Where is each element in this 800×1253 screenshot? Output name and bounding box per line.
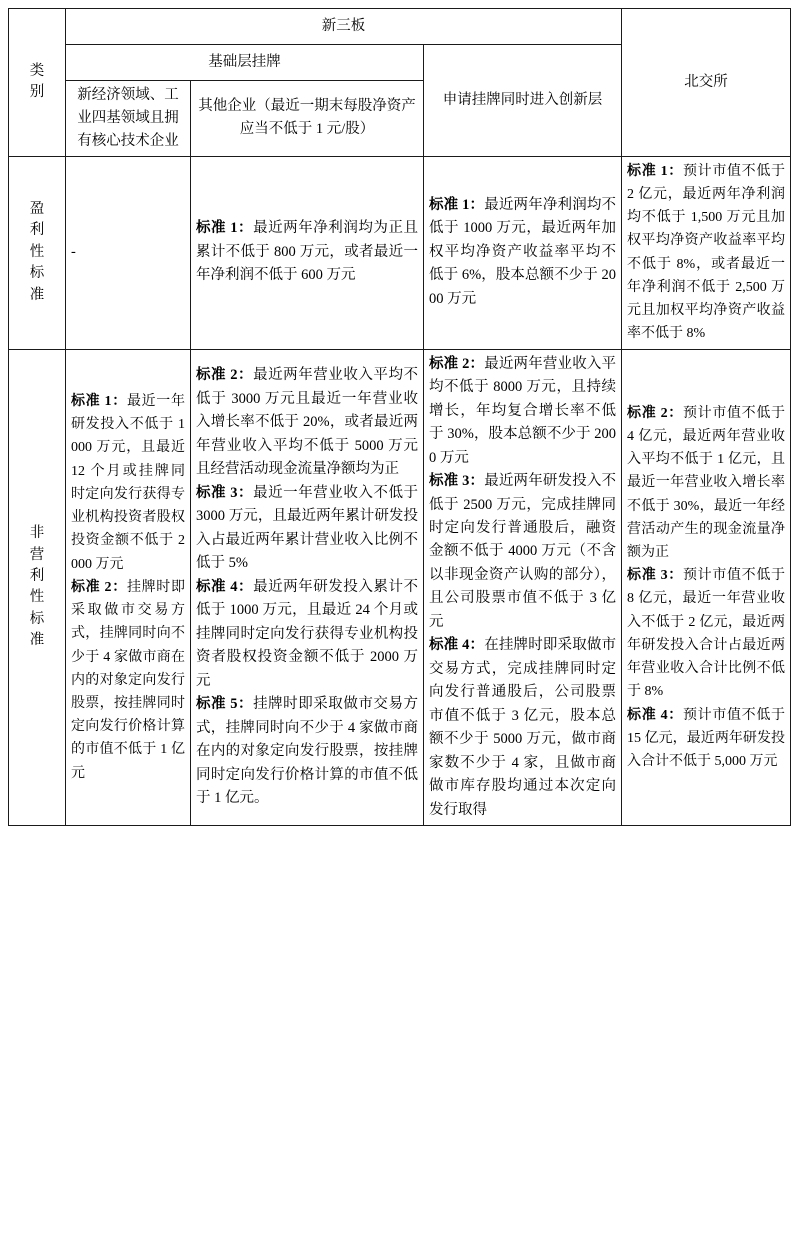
row-label-char-5: 标	[29, 610, 45, 627]
criterion-text: 最近两年研发投入不低于 2500 万元，完成挂牌同时定向发行普通股后，融资金额不低于 4000 万元（不含以非现金资产认购的部分），且公司股票市值不低于 3 亿元	[429, 473, 617, 630]
header-col-bse: 北交所	[622, 9, 791, 157]
criterion-text: 预计市值不低于 2 亿元，最近两年净利润均不低于 1,500 万元且加权平均净资产收益率平均不低于 8%，或者最近一年净利润不低于 2,500 万元且加权平均净资产收益率不低于 8%	[627, 163, 786, 342]
criterion-paragraph	[429, 634, 616, 822]
cell-nonprofit-other-enterprise	[191, 349, 424, 826]
header-col-innovation: 申请挂牌同时进入创新层	[424, 45, 622, 157]
criterion-text: 最近两年研发投入累计不低于 1000 万元，且最近 24 个月或挂牌同时定向发行获得专业机构投资者股权投资金额不低于 2000 万元	[196, 578, 419, 689]
criterion-label: 标准 1：	[196, 220, 254, 237]
criterion-label: 标准 4：	[429, 637, 485, 654]
criterion-paragraph	[196, 364, 418, 481]
row-label-char-2: 营	[29, 546, 45, 563]
cell-nonprofit-bse	[622, 349, 791, 826]
category-label-stack	[14, 61, 60, 104]
criterion-paragraph	[429, 470, 616, 634]
row-label-stack	[14, 523, 60, 652]
table-row	[9, 156, 791, 349]
criterion-text: 挂牌时即采取做市交易方式，挂牌同时向不少于 4 家做市商在内的对象定向发行股票，按挂牌同时定向发行价格计算的市值不低于 1 亿元。	[196, 696, 419, 807]
header-category-label	[9, 9, 66, 157]
criterion-paragraph	[429, 353, 616, 470]
listing-standards-table	[8, 8, 791, 826]
criterion-text: 预计市值不低于 15 亿元，最近两年研发投入合计不低于 5,000 万元	[627, 707, 786, 770]
criterion-paragraph	[429, 194, 616, 311]
criterion-text: 最近两年净利润均不低于 1000 万元，最近两年加权平均净资产收益率平均不低于 6%，股本总额不少于 2000 万元	[429, 196, 617, 307]
row-label-char-3: 利	[29, 567, 45, 584]
criterion-paragraph	[196, 576, 418, 693]
cell-nonprofit-new-economy	[66, 349, 191, 826]
criterion-paragraph	[196, 482, 418, 576]
criterion-label: 标准 2：	[429, 355, 485, 372]
criterion-text: 最近两年净利润均为正且累计不低于 800 万元，或者最近一年净利润不低于 600 万元	[196, 220, 419, 284]
criterion-text: 预计市值不低于 4 亿元，最近两年营业收入平均不低于 1 亿元，且最近一年营业收入增长率不低于 30%，最近一年经营活动产生的现金流量净额为正	[627, 405, 786, 560]
table-row	[9, 349, 791, 826]
criterion-paragraph	[196, 217, 418, 287]
criterion-label: 标准 3：	[196, 484, 254, 501]
criterion-paragraph	[627, 160, 785, 346]
criterion-text: 最近两年营业收入平均不低于 3000 万元且最近一年营业收入增长率不低于 20%，或者最近两年营业收入平均不低于 5000 万元且经营活动现金流量净额均为正	[196, 367, 419, 478]
criterion-label: 标准 1：	[627, 163, 683, 179]
criterion-label: 标准 1：	[429, 196, 485, 213]
header-group-jichuceng: 基础层挂牌	[66, 45, 424, 81]
row-label-char-4: 标	[29, 265, 45, 282]
criterion-label: 标准 2：	[71, 579, 127, 595]
criterion-paragraph	[71, 576, 185, 785]
cell-profitability-other-enterprise	[191, 156, 424, 349]
table-header-row-1	[9, 9, 791, 45]
row-label-char-5: 准	[29, 286, 45, 303]
row-label-char-1: 非	[29, 525, 45, 542]
criterion-paragraph	[71, 390, 185, 576]
row-label-stack	[14, 199, 60, 306]
criterion-label: 标准 2：	[196, 367, 254, 384]
category-label-char-1: 类	[29, 62, 45, 79]
cell-profitability-innovation	[424, 156, 622, 349]
criterion-text: 在挂牌时即采取做市交易方式，完成挂牌同时定向发行普通股后，公司股票市值不低于 3 亿元，股本总额不少于 5000 万元，做市商家数不少于 4 家，且做市商做市库存股均通过本次定向发行取得	[429, 637, 617, 818]
criterion-label: 标准 3：	[429, 473, 485, 490]
row-label-profitability	[9, 156, 66, 349]
criterion-text: 最近一年研发投入不低于 1000 万元，且最近 12 个月或挂牌同时定向发行获得专业机构投资者股权投资金额不低于 2000 万元	[71, 393, 185, 572]
header-col-new-economy: 新经济领域、工业四基领域且拥有核心技术企业	[66, 81, 191, 157]
criterion-paragraph	[627, 564, 785, 703]
cell-profitability-new-economy: -	[66, 156, 191, 349]
header-col-other-enterprise: 其他企业（最近一期末每股净资产应当不低于 1 元/股）	[191, 81, 424, 157]
row-label-char-3: 性	[29, 243, 45, 260]
criterion-label: 标准 4：	[196, 578, 254, 595]
criterion-label: 标准 5：	[196, 696, 254, 713]
row-label-char-1: 盈	[29, 201, 45, 218]
criterion-text: 最近两年营业收入平均不低于 8000 万元，且持续增长，年均复合增长率不低于 30%，股本总额不少于 2000 万元	[429, 355, 617, 466]
cell-nonprofit-innovation	[424, 349, 622, 826]
criterion-label: 标准 1：	[71, 393, 127, 409]
criterion-label: 标准 3：	[627, 568, 683, 584]
row-label-char-6: 准	[29, 632, 45, 649]
criterion-text: 挂牌时即采取做市交易方式，挂牌同时向不少于 4 家做市商在内的对象定向发行股票，按挂牌同时定向发行价格计算的市值不低于 1 亿元	[71, 579, 185, 781]
cell-profitability-bse	[622, 156, 791, 349]
criterion-text: 预计市值不低于 8 亿元，最近一年营业收入不低于 2 亿元，最近两年研发投入合计占最近两年营业收入合计比例不低于 8%	[627, 568, 786, 700]
criterion-text: 最近一年营业收入不低于 3000 万元，且最近两年累计研发投入占最近两年累计营业收入比例不低于 5%	[196, 484, 419, 572]
criterion-paragraph	[196, 693, 418, 810]
category-label-char-2: 别	[29, 84, 45, 101]
row-label-char-2: 利	[29, 222, 45, 239]
criterion-label: 标准 4：	[627, 707, 683, 723]
header-group-xinsanban: 新三板	[66, 9, 622, 45]
row-label-non-profitability	[9, 349, 66, 826]
row-label-char-4: 性	[29, 589, 45, 606]
criterion-paragraph	[627, 402, 785, 565]
criterion-paragraph	[627, 704, 785, 774]
criterion-label: 标准 2：	[627, 405, 683, 421]
